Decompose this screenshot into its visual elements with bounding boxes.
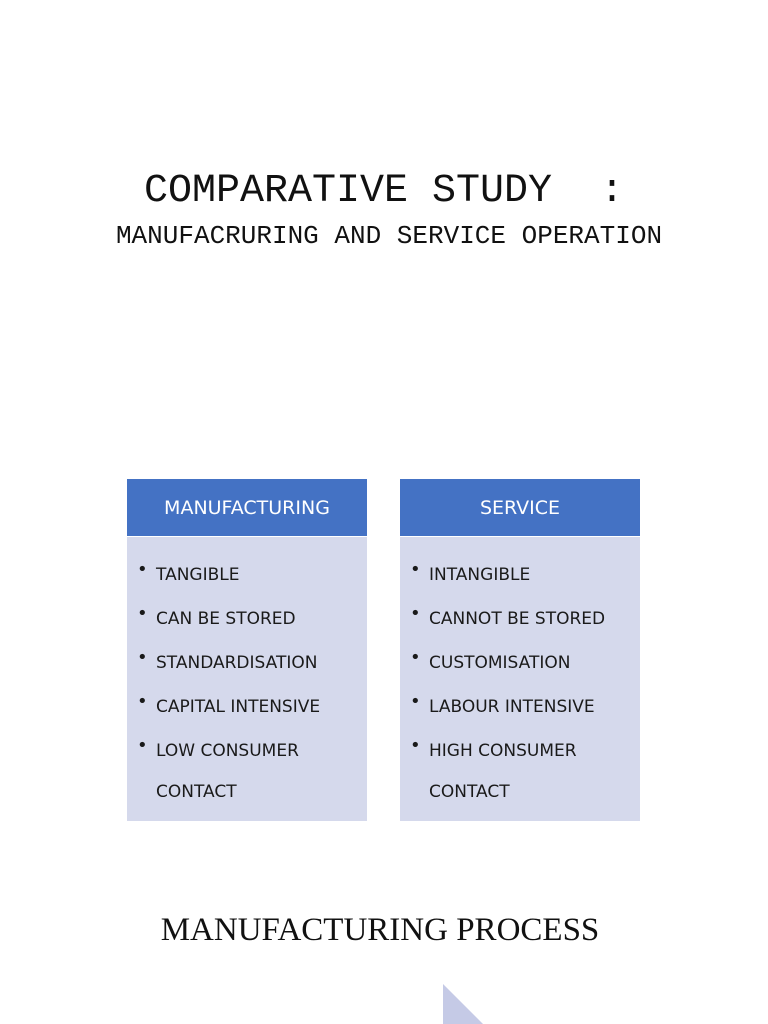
service-list xyxy=(400,555,640,813)
manufacturing-column xyxy=(127,479,367,821)
list-item: • INTANGIBLE xyxy=(400,555,640,596)
section-title: MANUFACTURING PROCESS xyxy=(160,912,600,948)
list-item: • TANGIBLE xyxy=(127,555,367,596)
service-header: SERVICE xyxy=(400,479,640,536)
manufacturing-list xyxy=(127,555,367,813)
triangle-shape xyxy=(443,984,483,1024)
list-item: • CAN BE STORED xyxy=(127,599,367,640)
list-item: • CANNOT BE STORED xyxy=(400,599,640,640)
service-list-panel xyxy=(400,537,640,821)
page-subtitle: MANUFACRURING AND SERVICE OPERATION xyxy=(115,221,663,251)
decorative-triangle-shape xyxy=(443,984,483,1024)
list-item: • CUSTOMISATION xyxy=(400,643,640,684)
manufacturing-header: MANUFACTURING xyxy=(127,479,367,536)
list-item: • HIGH CONSUMER CONTACT xyxy=(400,731,607,813)
list-item: • CAPITAL INTENSIVE xyxy=(127,687,367,728)
page-title: COMPARATIVE STUDY : xyxy=(143,169,625,214)
manufacturing-list-panel xyxy=(127,537,367,821)
service-column xyxy=(400,479,640,821)
list-item: • LOW CONSUMER CONTACT xyxy=(127,731,334,813)
list-item: • STANDARDISATION xyxy=(127,643,367,684)
list-item: • LABOUR INTENSIVE xyxy=(400,687,640,728)
